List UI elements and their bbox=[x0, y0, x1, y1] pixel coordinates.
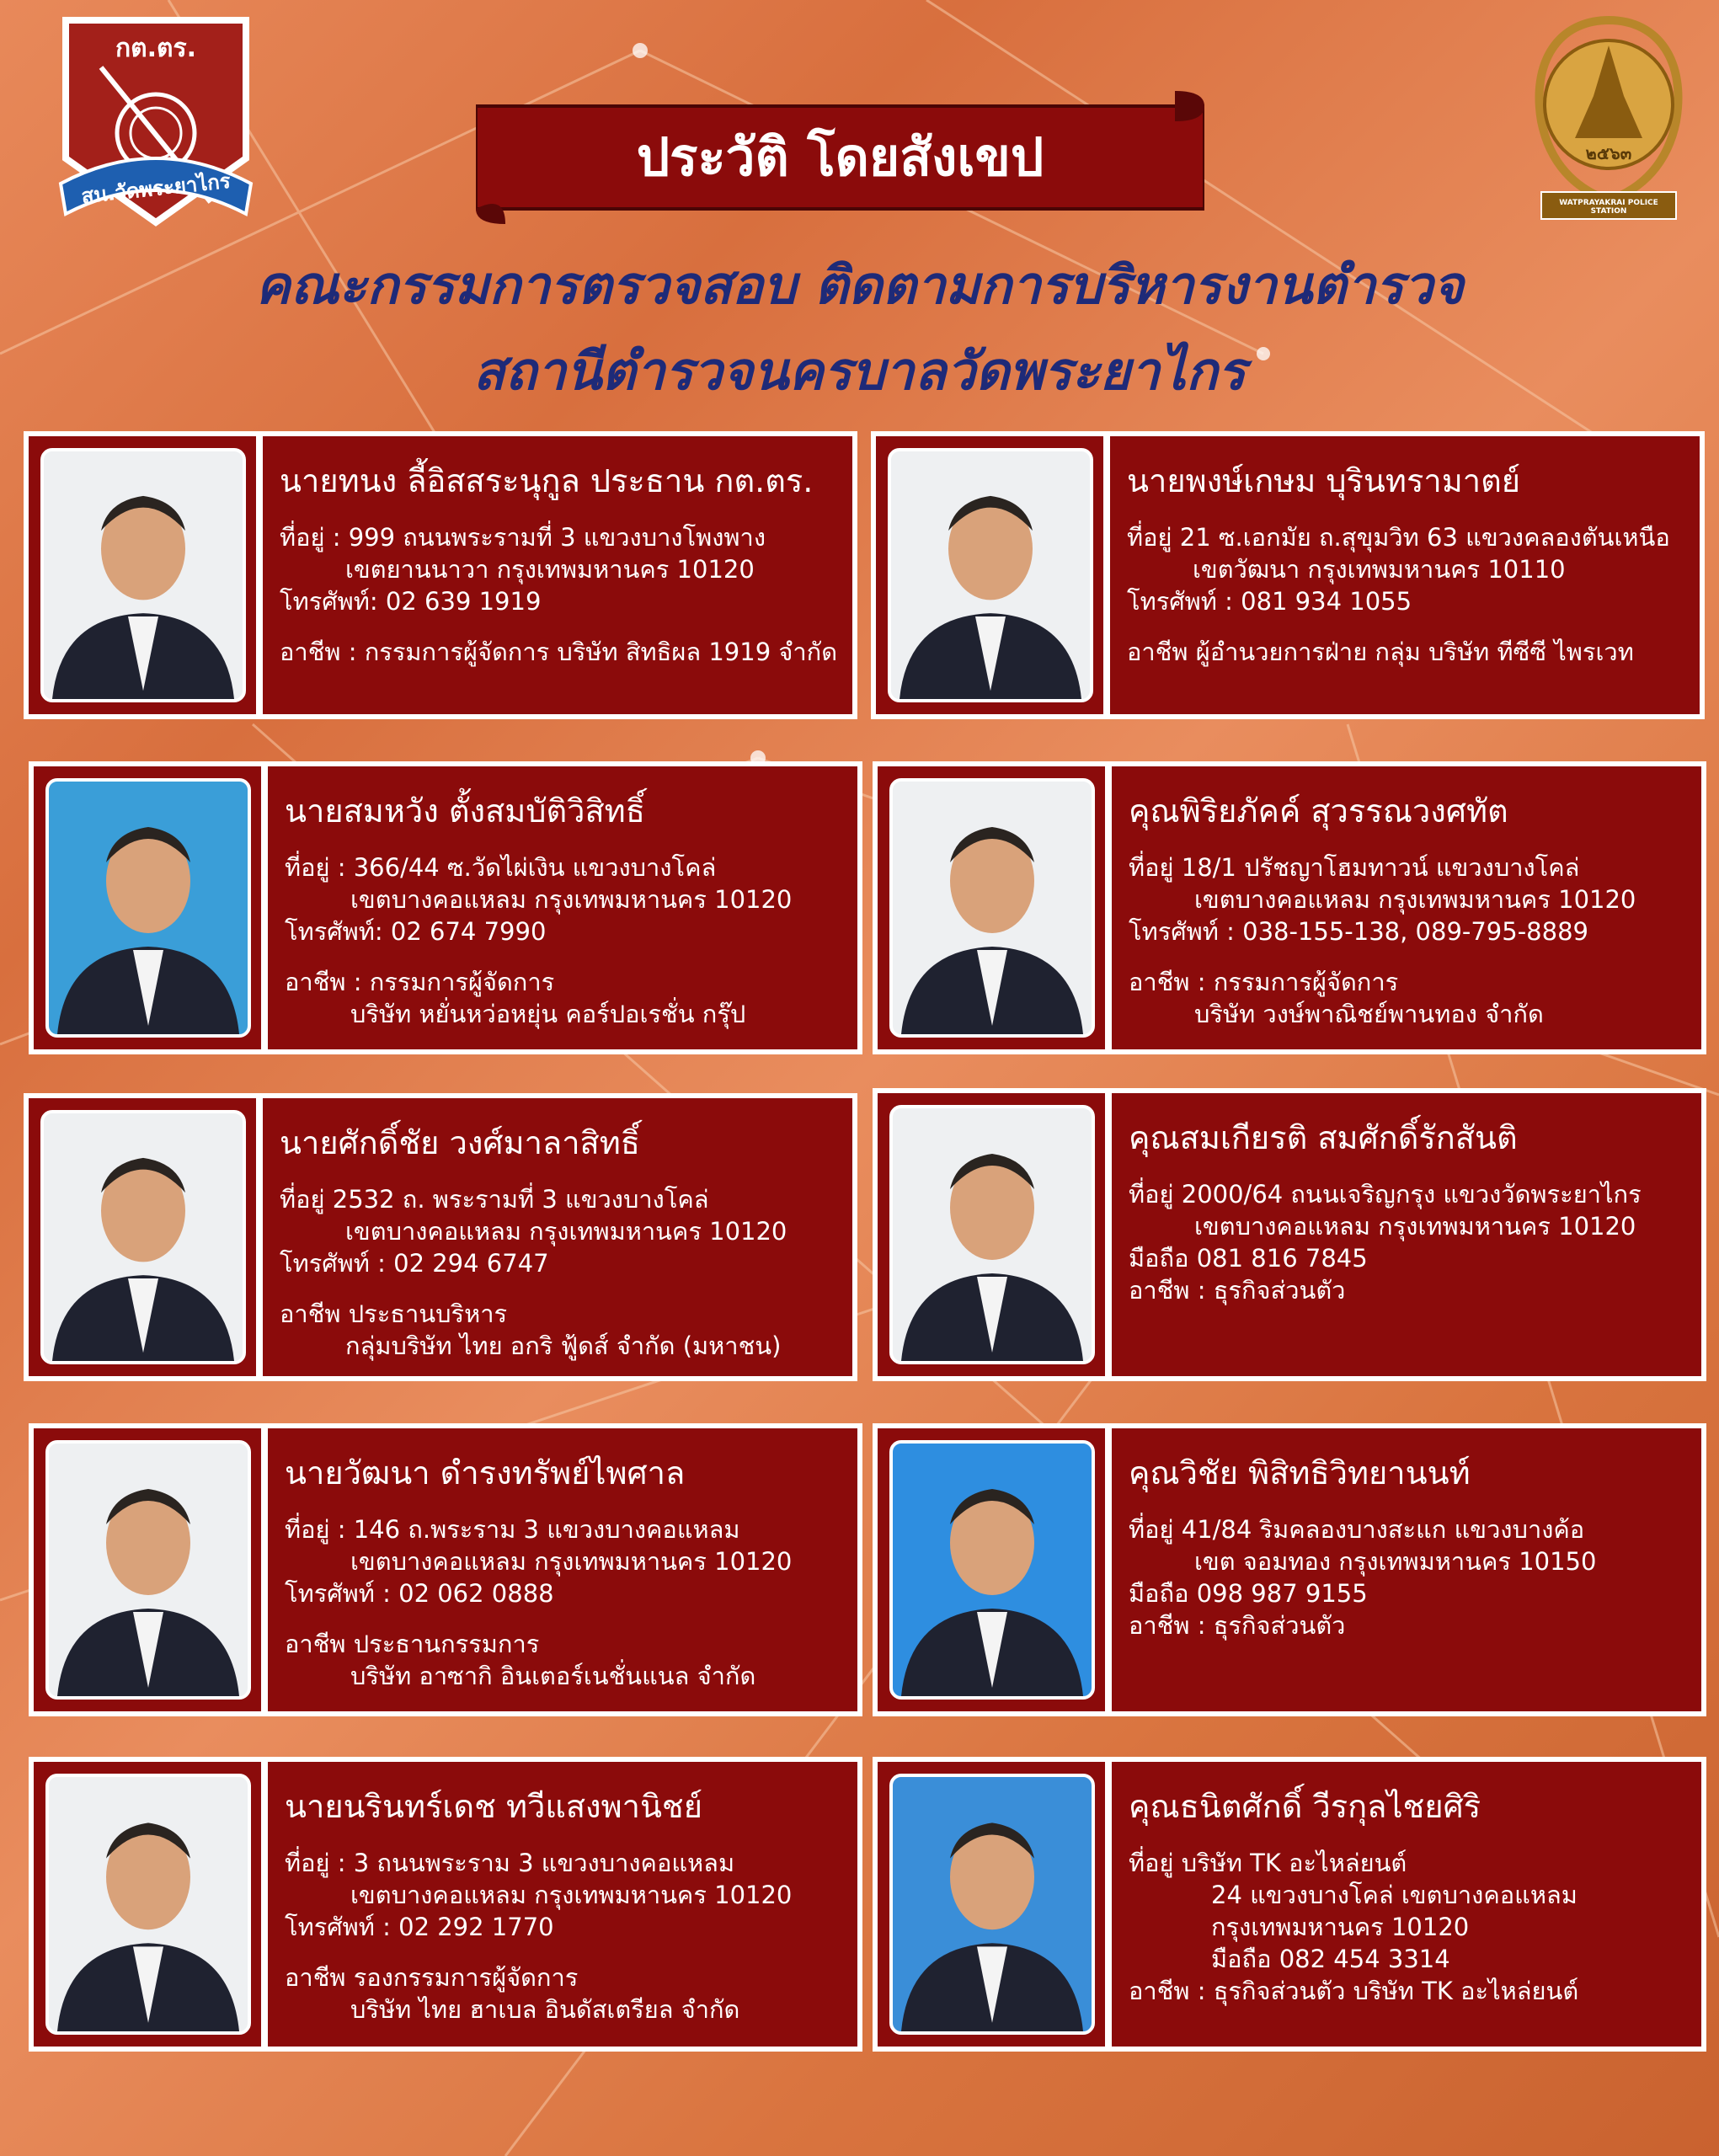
member-portrait-photo bbox=[889, 778, 1095, 1038]
member-card bbox=[873, 1757, 1706, 2052]
member-info bbox=[280, 1117, 841, 1362]
member-occupation: อาชีพ : กรรมการผู้จัดการ บริษัท สิทธิผล 1919 จำกัด bbox=[280, 638, 838, 666]
member-phone: มือถือ 098 987 9155 bbox=[1129, 1579, 1368, 1608]
card-divider bbox=[1105, 1428, 1112, 1711]
member-info bbox=[1127, 455, 1688, 668]
member-name: คุณสมเกียรติ สมศักดิ์รักสันติ bbox=[1129, 1119, 1518, 1156]
member-portrait-photo bbox=[889, 1440, 1095, 1700]
member-name: คุณวิชัย พิสิทธิวิทยานนท์ bbox=[1129, 1454, 1471, 1492]
member-portrait-photo bbox=[45, 1774, 251, 2035]
member-phone: มือถือ 081 816 7845 bbox=[1129, 1244, 1368, 1273]
member-card bbox=[29, 1423, 862, 1716]
subtitle-line-1: คณะกรรมการตรวจสอบ ติดตามการบริหารงานตำรวจ bbox=[255, 254, 1464, 316]
member-phone: โทรศัพท์ : 02 062 0888 bbox=[285, 1579, 554, 1608]
member-card bbox=[873, 761, 1706, 1054]
member-phone: โทรศัพท์ : 02 294 6747 bbox=[280, 1249, 549, 1278]
banner-title: ประวัติ โดยสังเขป bbox=[636, 126, 1044, 188]
member-card bbox=[871, 431, 1705, 719]
member-occupation: อาชีพ รองกรรมการผู้จัดการ bbox=[285, 1963, 579, 1992]
member-occupation: อาชีพ : ธุรกิจส่วนตัว bbox=[1129, 1611, 1346, 1640]
member-name: นายพงษ์เกษม บุรินทรามาตย์ bbox=[1127, 462, 1521, 499]
member-address: ที่อยู่ : 999 ถนนพระรามที่ 3 แขวงบางโพงพาง bbox=[280, 523, 766, 552]
member-card bbox=[24, 1093, 857, 1381]
member-occupation: อาชีพ : กรรมการผู้จัดการ bbox=[1129, 968, 1399, 996]
member-name: นายนรินทร์เดช ทวีแสงพานิชย์ bbox=[285, 1788, 702, 1825]
card-divider bbox=[256, 436, 263, 714]
member-phone: โทรศัพท์ : 02 292 1770 bbox=[285, 1913, 554, 1941]
member-address-line-2: เขตบางคอแหลม กรุงเทพมหานคร 10120 bbox=[345, 1217, 787, 1246]
member-company: บริษัท หยั่นหว่อหยุ่น คอร์ปอเรชั่น กรุ๊ป bbox=[350, 1000, 746, 1028]
member-address: ที่อยู่ : 366/44 ซ.วัดไผ่เงิน แขวงบางโคล่ bbox=[285, 853, 717, 882]
member-address: ที่อยู่ : 146 ถ.พระราม 3 แขวงบางคอแหลม bbox=[285, 1515, 740, 1544]
member-phone: โทรศัพท์: 02 639 1919 bbox=[280, 587, 542, 616]
member-address-line-2: เขตบางคอแหลม กรุงเทพมหานคร 10120 bbox=[350, 1881, 793, 1909]
member-address-line-2: เขตบางคอแหลม กรุงเทพมหานคร 10120 bbox=[350, 885, 793, 914]
member-info bbox=[1129, 1112, 1690, 1306]
card-divider bbox=[1105, 1093, 1112, 1376]
member-company: บริษัท ไทย ฮาเบล อินดัสเตรียล จำกัด bbox=[350, 1995, 740, 2024]
member-address: ที่อยู่ บริษัท TK อะไหล่ยนต์ bbox=[1129, 1849, 1407, 1877]
member-address: ที่อยู่ : 3 ถนนพระราม 3 แขวงบางคอแหลม bbox=[285, 1849, 735, 1877]
left-logo-ribbon-text: สน.วัดพระยาไกร bbox=[80, 168, 232, 209]
member-name: นายวัฒนา ดำรงทรัพย์ไพศาล bbox=[285, 1454, 686, 1492]
member-info bbox=[1129, 1780, 1690, 2007]
member-address-line-2: เขตวัฒนา กรุงเทพมหานคร 10110 bbox=[1193, 555, 1566, 584]
right-logo-bottom-text: WATPRAYAKRAI POLICE STATION bbox=[1559, 199, 1658, 216]
member-address-line-2: เขตยานนาวา กรุงเทพมหานคร 10120 bbox=[345, 555, 755, 584]
member-info bbox=[285, 1780, 846, 2025]
member-info bbox=[1129, 1447, 1690, 1641]
card-divider bbox=[261, 766, 268, 1049]
left-logo-top-text: กต.ตร. bbox=[115, 34, 197, 63]
member-occupation: อาชีพ : กรรมการผู้จัดการ bbox=[285, 968, 555, 996]
member-phone: โทรศัพท์: 02 674 7990 bbox=[285, 917, 547, 946]
member-name: คุณธนิตศักดิ์ วีรกุลไชยศิริ bbox=[1129, 1788, 1481, 1825]
card-divider bbox=[1105, 1762, 1112, 2047]
member-info bbox=[1129, 785, 1690, 1030]
member-phone: โทรศัพท์ : 038-155-138, 089-795-8889 bbox=[1129, 917, 1588, 946]
card-divider bbox=[1103, 436, 1110, 714]
member-phone: โทรศัพท์ : 081 934 1055 bbox=[1127, 587, 1412, 616]
member-info bbox=[285, 1447, 846, 1692]
member-address: ที่อยู่ 18/1 ปรัชญาโฮมทาวน์ แขวงบางโคล่ bbox=[1129, 853, 1580, 882]
member-card bbox=[873, 1088, 1706, 1381]
member-card bbox=[29, 1757, 862, 2052]
member-occupation: อาชีพ ประธานบริหาร bbox=[280, 1299, 508, 1328]
member-address-line-2: 24 แขวงบางโคล่ เขตบางคอแหลม bbox=[1211, 1881, 1578, 1909]
member-portrait-photo bbox=[889, 1774, 1095, 2035]
member-info bbox=[280, 455, 841, 668]
member-address-line-2: เขตบางคอแหลม กรุงเทพมหานคร 10120 bbox=[1194, 885, 1636, 914]
member-portrait-photo bbox=[45, 1440, 251, 1700]
member-portrait-photo bbox=[40, 448, 246, 702]
member-company: บริษัท อาซากิ อินเตอร์เนชั่นแนล จำกัด bbox=[350, 1662, 756, 1690]
member-name: นายศักดิ์ชัย วงศ์มาลาสิทธิ์ bbox=[280, 1124, 640, 1161]
member-address-line-3: กรุงเทพมหานคร 10120 bbox=[1211, 1913, 1470, 1941]
card-divider bbox=[1105, 766, 1112, 1049]
member-occupation: อาชีพ ประธานกรรมการ bbox=[285, 1630, 540, 1658]
member-address-line-2: เขต จอมทอง กรุงเทพมหานคร 10150 bbox=[1194, 1547, 1597, 1576]
member-occupation: อาชีพ : ธุรกิจส่วนตัว bbox=[1129, 1276, 1346, 1305]
member-address-line-2: เขตบางคอแหลม กรุงเทพมหานคร 10120 bbox=[350, 1547, 793, 1576]
member-portrait-photo bbox=[889, 1105, 1095, 1364]
member-name: คุณพิริยภัคค์ สุวรรณวงศทัต bbox=[1129, 792, 1508, 830]
member-portrait-photo bbox=[888, 448, 1093, 702]
member-card bbox=[24, 431, 857, 719]
member-address-line-2: เขตบางคอแหลม กรุงเทพมหานคร 10120 bbox=[1194, 1212, 1636, 1241]
member-mobile: มือถือ 082 454 3314 bbox=[1211, 1945, 1450, 1973]
right-logo-year: ๒๕๖๓ bbox=[1585, 143, 1632, 163]
member-address: ที่อยู่ 2532 ถ. พระรามที่ 3 แขวงบางโคล่ bbox=[280, 1185, 709, 1214]
member-address: ที่อยู่ 21 ซ.เอกมัย ถ.สุขุมวิท 63 แขวงคลองตันเหนือ bbox=[1127, 523, 1670, 552]
card-divider bbox=[261, 1428, 268, 1711]
member-company: บริษัท วงษ์พาณิชย์พานทอง จำกัด bbox=[1194, 1000, 1544, 1028]
member-occupation: อาชีพ : ธุรกิจส่วนตัว บริษัท TK อะไหล่ยนต์ bbox=[1129, 1977, 1579, 2005]
member-card bbox=[873, 1423, 1706, 1716]
member-company: กลุ่มบริษัท ไทย อกริ ฟู้ดส์ จำกัด (มหาชน) bbox=[345, 1331, 782, 1360]
card-divider bbox=[256, 1098, 263, 1376]
member-portrait-photo bbox=[40, 1110, 246, 1364]
card-divider bbox=[261, 1762, 268, 2047]
member-occupation: อาชีพ ผู้อำนวยการฝ่าย กลุ่ม บริษัท ทีซีซี ไพรเวท bbox=[1127, 638, 1634, 666]
police-station-seal-logo bbox=[1524, 12, 1693, 227]
member-card bbox=[29, 761, 862, 1054]
member-address: ที่อยู่ 2000/64 ถนนเจริญกรุง แขวงวัดพระยาไกร bbox=[1129, 1180, 1642, 1209]
member-portrait-photo bbox=[45, 778, 251, 1038]
subtitle-line-2: สถานีตำรวจนครบาลวัดพระยาไกร bbox=[472, 340, 1247, 402]
member-address: ที่อยู่ 41/84 ริมคลองบางสะแก แขวงบางค้อ bbox=[1129, 1515, 1585, 1544]
member-name: นายทนง ลี้อิสสระนุกูล ประธาน กต.ตร. bbox=[280, 462, 814, 499]
member-info bbox=[285, 785, 846, 1030]
member-name: นายสมหวัง ตั้งสมบัติวิสิทธิ์ bbox=[285, 792, 645, 830]
